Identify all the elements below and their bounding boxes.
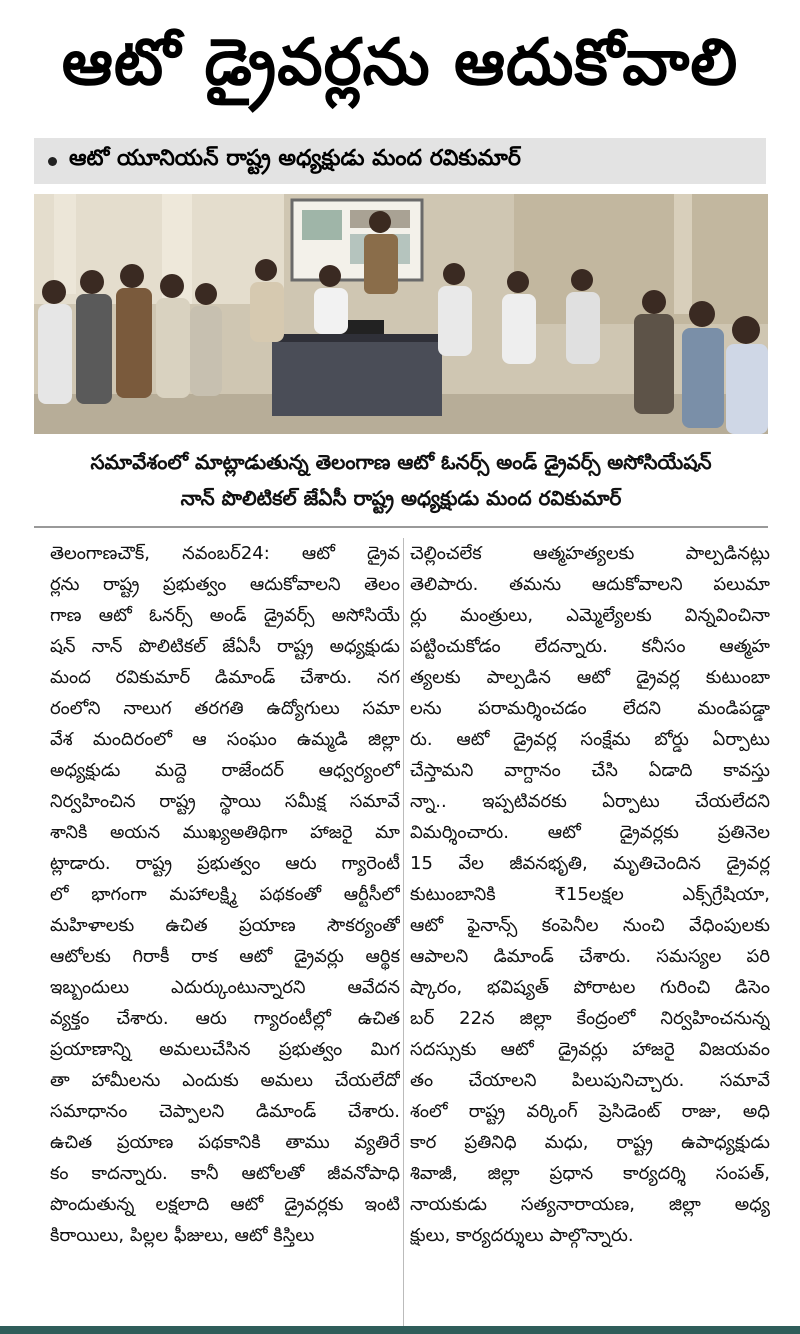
article-line: 15 వేల జీవనభృతి, మృతిచెందిన డ్రైవర్ల — [410, 853, 770, 874]
article-line: క్షులు, కార్యదర్శులు పాల్గొన్నారు. — [410, 1225, 634, 1246]
article-line: అధ్యక్షుడు మద్దె రాజేందర్ ఆధ్వర్యంలో — [50, 760, 400, 781]
article-line: నాయకుడు సత్యనారాయణ, జిల్లా అధ్య — [410, 1194, 770, 1215]
article-line: ర్లు మంత్రులు, ఎమ్మెల్యేలకు విన్నవించినా — [410, 605, 770, 626]
article-line: కార ప్రతినిధి మధు, రాష్ట్ర ఉపాధ్యక్షుడు — [410, 1132, 770, 1153]
article-line: తం చేయాలని పిలుపునిచ్చారు. సమావే — [410, 1070, 770, 1091]
bullet-icon — [48, 157, 57, 166]
article-line: పట్టించుకోడం లేదన్నారు. కనీసం ఆత్మహ — [410, 636, 770, 657]
caption-line-1: సమావేశంలో మాట్లాడుతున్న తెలంగాణ ఆటో ఓనర్స్ అండ్ డ్రైవర్స్ అసోసియేషన్ — [90, 450, 712, 474]
article-line: లో భాగంగా మహాలక్ష్మి పథకంతో ఆర్టీసీలో — [50, 884, 400, 905]
subheadline-bar — [34, 138, 766, 184]
article-column-left — [50, 538, 400, 1251]
article-line: సదస్సుకు ఆటో డ్రైవర్లు హాజరై విజయవం — [410, 1039, 770, 1060]
caption-line-2: నాన్ పొలిటికల్ జేఏసీ రాష్ట్ర అధ్యక్షుడు మంద రవికుమార్ — [180, 486, 622, 510]
caption-divider — [34, 526, 768, 528]
column-divider — [403, 538, 404, 1328]
page-bottom-bar — [0, 1326, 800, 1334]
meeting-photo-illustration — [34, 194, 768, 434]
article-line: బర్ 22న జిల్లా కేంద్రంలో నిర్వహించనున్న — [410, 1008, 770, 1029]
article-line: ఇబ్బందులు ఎదుర్కుంటున్నారని ఆవేదన — [50, 977, 400, 998]
article-line: మహిళాలకు ఉచిత ప్రయాణ సౌకర్యంతో — [50, 915, 400, 936]
headline: ఆటో డ్రైవర్లను ఆదుకోవాలి — [61, 26, 739, 100]
article-line: శివాజీ, జిల్లా ప్రధాన కార్యదర్శి సంపత్, — [410, 1163, 770, 1184]
article-line: నిర్వహించిన రాష్ట్ర స్థాయి సమీక్ష సమావే — [50, 791, 400, 812]
article-line: న్నా.. ఇప్పటివరకు ఏర్పాటు చేయలేదని — [410, 791, 770, 812]
article-line: ర్లను రాష్ట్ర ప్రభుత్వం ఆదుకోవాలని తెలం — [50, 574, 400, 595]
article-line: గాణ ఆటో ఓనర్స్ అండ్ డ్రైవర్స్ అసోసియే — [50, 605, 400, 626]
article-line: ట్లాడారు. రాష్ట్ర ప్రభుత్వం ఆరు గ్యారెంటీ — [50, 853, 400, 874]
article-line: ఆటోలకు గిరాకీ రాక ఆటో డ్రైవర్లు ఆర్థిక — [50, 946, 400, 967]
article-line: షన్ నాన్ పొలిటికల్ జేఏసీ రాష్ట్ర అధ్యక్షుడు — [50, 636, 400, 657]
meeting-photo — [34, 194, 768, 434]
photo-caption — [34, 444, 768, 522]
article-line: ష్కారం, భవిష్యత్ పోరాటల గురించి డిసెం — [410, 977, 770, 998]
article-line: లను పరామర్శించడం లేదని మండిపడ్డా — [410, 698, 770, 719]
article-line: చేస్తామని వాగ్దానం చేసి ఏడాది కావస్తు — [410, 760, 770, 781]
article-line: చెల్లించలేక ఆత్మహత్యలకు పాల్పడినట్లు — [410, 543, 770, 564]
article-line: తా హామీలను ఎందుకు అమలు చేయలేదో — [50, 1070, 400, 1091]
article-line: ఆపాలని డిమాండ్ చేశారు. సమస్యల పరి — [410, 946, 770, 967]
article-line: ప్రయాణాన్ని అమలుచేసిన ప్రభుత్వం మిగ — [50, 1039, 400, 1060]
article-line: శంలో రాష్ట్ర వర్కింగ్ ప్రెసిడెంట్ రాజు, అధి — [410, 1101, 770, 1122]
article-line: మంద రవికుమార్ డిమాండ్ చేశారు. నగ — [50, 667, 400, 688]
article-line: తెలంగాణచౌక్, నవంబర్24: ఆటో డ్రైవ — [50, 543, 400, 564]
article-line: త్యలకు పాల్పడిన ఆటో డ్రైవర్ల కుటుంబా — [410, 667, 770, 688]
article-line: సమాధానం చెప్పాలని డిమాండ్ చేశారు. — [50, 1101, 400, 1122]
article-line: కిరాయిలు, పిల్లల ఫీజులు, ఆటో కిస్తిలు — [50, 1225, 315, 1246]
article-line: తెలిపారు. తమను ఆదుకోవాలని పలుమా — [410, 574, 770, 595]
article-line: శానికి అయన ముఖ్యఅతిథిగా హాజరై మా — [50, 822, 400, 843]
article-column-right — [410, 538, 770, 1251]
article-line: కుటుంబానికి ₹15లక్షల ఎక్స్‌గ్రేషియా, — [410, 884, 770, 905]
article-line: రు. ఆటో డ్రైవర్ల సంక్షేమ బోర్డు ఏర్పాటు — [410, 729, 770, 750]
article-line: పొందుతున్న లక్షలాది ఆటో డ్రైవర్లకు ఇంటి — [50, 1194, 400, 1215]
article-line: ఆటో ఫైనాన్స్ కంపెనీల నుంచి వేధింపులకు — [410, 915, 770, 936]
article-line: వ్యక్తం చేశారు. ఆరు గ్యారంటీల్లో ఉచిత — [50, 1008, 400, 1029]
subheadline: ఆటో యూనియన్ రాష్ట్ర అధ్యక్షుడు మంద రవికుమార్ — [69, 146, 521, 171]
article-line: విమర్శించారు. ఆటో డ్రైవర్లకు ప్రతినెల — [410, 822, 770, 843]
article-line: వేశ మందిరంలో ఆ సంఘం ఉమ్మడి జిల్లా — [50, 729, 400, 750]
article-line: ఉచిత ప్రయాణ పథకానికి తాము వ్యతిరే — [50, 1132, 400, 1153]
article-line: కం కాదన్నారు. కానీ ఆటోలతో జీవనోపాధి — [50, 1163, 400, 1184]
article-line: రంలోని నాలుగ తరగతి ఉద్యోగులు సమా — [50, 698, 400, 719]
